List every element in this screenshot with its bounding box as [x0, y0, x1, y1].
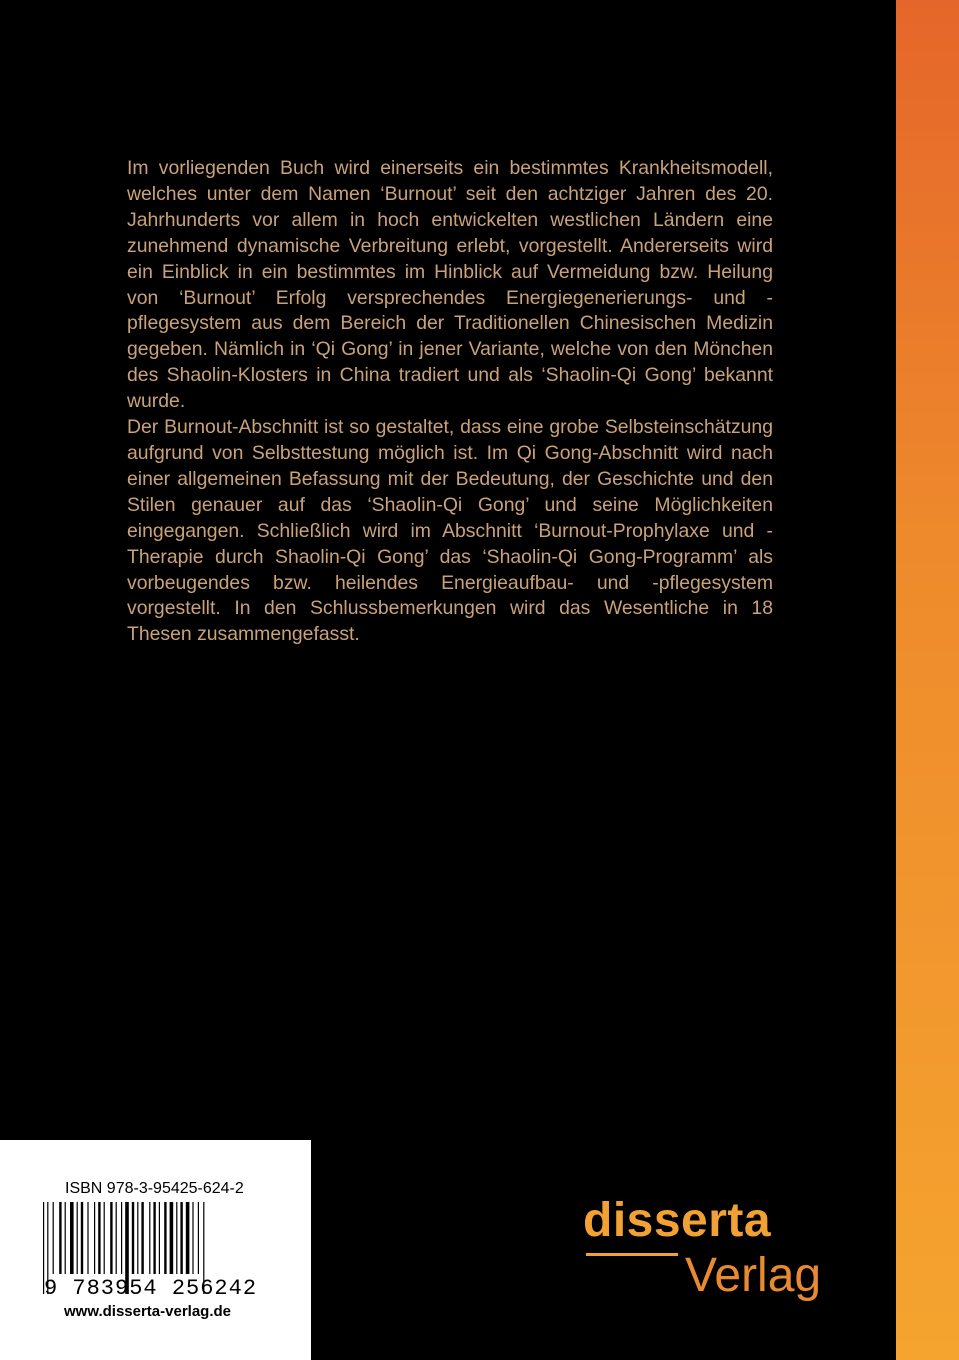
- barcode-bar: [176, 1202, 177, 1274]
- barcode-bar: [149, 1202, 150, 1274]
- barcode-bar: [137, 1202, 138, 1274]
- barcode-bar: [65, 1202, 66, 1274]
- barcode-bar: [81, 1202, 83, 1274]
- barcode-bar: [132, 1202, 134, 1274]
- barcode-bar: [170, 1202, 174, 1274]
- barcode-bar: [121, 1202, 122, 1274]
- logo-rule: [586, 1253, 678, 1256]
- barcode-bar: [164, 1202, 166, 1274]
- barcode-bar: [94, 1202, 95, 1274]
- barcode-bar: [70, 1202, 74, 1274]
- blurb-paragraph-2: Der Burnout-Abschnitt ist so gestaltet, dass eine grobe Selbsteinschätzung aufgrund von Selbsttestung möglich ist. Im Qi Gong-Abschnitt wird nach einer allgemeinen Befassung mit der Bedeutung, der Geschichte und den Stilen genauer auf das ‘Shaolin-Qi Gong’ und seine Möglichkeiten eingegangen. Schließlich wird im Abschnitt ‘Burnout-Prophylaxe und -Therapie durch Shaolin-Qi Gong’ das ‘Shaolin-Qi Gong-Programm’ als vorbeugendes bzw. heilendes Energieaufbau- und -pflegesystem vorgestellt. In den Schlussbemerkungen wird das Wesentliche in 18 Thesen zusammengefasst.: [127, 416, 773, 646]
- barcode-bar: [53, 1202, 54, 1274]
- logo-verlag: Verlag: [685, 1249, 822, 1302]
- isbn-label: ISBN 978-3-95425-624-2: [65, 1180, 244, 1197]
- back-cover-blurb: [127, 156, 773, 648]
- barcode-bar: [87, 1202, 88, 1274]
- barcode-bar: [104, 1202, 105, 1274]
- barcode-bar: [180, 1202, 182, 1274]
- barcode-bar: [192, 1202, 193, 1274]
- barcode-digits: 9 783954 256242: [44, 1276, 258, 1301]
- blurb-paragraph-1: Im vorliegenden Buch wird einerseits ein bestimmtes Krankheitsmodell, welches unter dem Namen ‘Burnout’ seit den achtziger Jahren des 20. Jahrhunderts vor allem in hoch entwickelten westlichen Ländern eine zunehmend dynamische Verbreitung erlebt, vorgestellt. Andererseits wird ein Einblick in ein bestimmtes im Hinblick auf Vermeidung bzw. Heilung von ‘Burnout’ Erfolg versprechendes Energiegenerierungs- und -pflegesystem aus dem Bereich der Traditionellen Chinesischen Medizin gegeben. Nämlich in ‘Qi Gong’ in jener Variante, welche von den Mönchen des Shaolin-Klosters in China tradiert und als ‘Shaolin-Qi Gong’ bekannt wurde.: [127, 157, 773, 413]
- publisher-logo: [583, 1195, 843, 1315]
- barcode-bar: [116, 1202, 117, 1274]
- barcode-bar: [186, 1202, 190, 1274]
- publisher-url: www.disserta-verlag.de: [64, 1303, 232, 1320]
- barcode-bar: [98, 1202, 100, 1274]
- barcode-bar: [110, 1202, 112, 1274]
- barcode-bar: [59, 1202, 61, 1274]
- barcode-bar: [77, 1202, 78, 1274]
- barcode-bar: [159, 1202, 160, 1274]
- barcode-bar: [141, 1202, 143, 1274]
- barcode-bar: [198, 1202, 199, 1274]
- logo-disserta: disserta: [583, 1194, 772, 1247]
- barcode-bar: [153, 1202, 155, 1274]
- spine-stripe: [896, 0, 959, 1360]
- barcode-panel: [0, 1140, 311, 1360]
